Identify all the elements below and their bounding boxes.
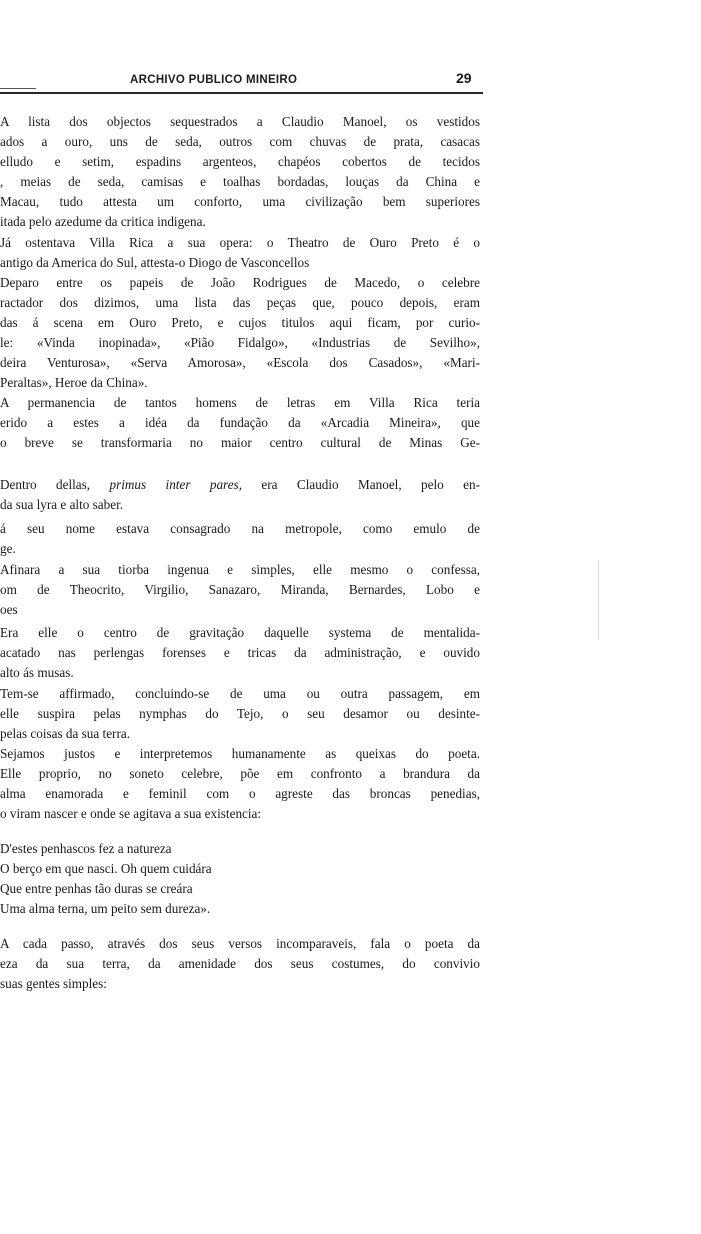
text-line: Deparo entre os papeis de João Rodrigues de Macedo, o celebre bbox=[0, 275, 480, 290]
text-line: oes bbox=[0, 602, 18, 617]
text-line: eza da sua terra, da amenidade dos seus costumes, do convivio bbox=[0, 956, 480, 971]
text-line: ge. bbox=[0, 541, 16, 556]
text-line: pelas coisas da sua terra. bbox=[0, 726, 130, 741]
text-line: erido a estes a idéa da fundação da «Arcadia Mineira», que bbox=[0, 415, 480, 430]
emphasis-latin: primus inter pares bbox=[109, 477, 239, 492]
text-line: acatado nas perlengas forenses e tricas da administração, e ouvido bbox=[0, 645, 480, 660]
text-line: suas gentes simples: bbox=[0, 976, 107, 991]
text-line: das á scena em Ouro Preto, e cujos titulos aqui ficam, por curio- bbox=[0, 315, 480, 330]
text-line: Sejamos justos e interpretemos humanamente as queixas do poeta. bbox=[0, 746, 480, 761]
text-line: ados a ouro, uns de seda, outros com chuvas de prata, casacas bbox=[0, 134, 480, 149]
text-line: om de Theocrito, Virgilio, Sanazaro, Miranda, Bernardes, Lobo e bbox=[0, 582, 480, 597]
verse-line: Uma alma terna, um peito sem dureza». bbox=[0, 901, 211, 916]
text-line: á seu nome estava consagrado na metropole, como emulo de bbox=[0, 521, 480, 536]
text-line: itada pelo azedume da critica indigena. bbox=[0, 214, 206, 229]
text-line: da sua lyra e alto saber. bbox=[0, 497, 124, 512]
text-line: Tem-se affirmado, concluindo-se de uma ou outra passagem, em bbox=[0, 686, 480, 701]
text-line: Macau, tudo attesta um conforto, uma civilização bem superiores bbox=[0, 194, 480, 209]
text-line: antigo da America do Sul, attesta-o Diogo de Vasconcellos bbox=[0, 255, 310, 270]
text-line: A permanencia de tantos homens de letras em Villa Rica teria bbox=[0, 395, 480, 410]
text-line: Já ostentava Villa Rica a sua opera: o Theatro de Ouro Preto é o bbox=[0, 235, 480, 250]
verse-line: O berço em que nasci. Oh quem cuidára bbox=[0, 861, 212, 876]
text-line: le: «Vinda inopinada», «Pião Fidalgo», «Industrias de Sevilho», bbox=[0, 335, 480, 350]
text-line: Peraltas», Heroe da China». bbox=[0, 375, 148, 390]
text-line: Era elle o centro de gravitação daquelle systema de mentalida- bbox=[0, 625, 480, 640]
text-line: , meias de seda, camisas e toalhas bordadas, louças da China e bbox=[0, 174, 480, 189]
text-line: ractador dos dizimos, uma lista das peças que, pouco depois, eram bbox=[0, 295, 480, 310]
text-line: o viram nascer e onde se agitava a sua existencia: bbox=[0, 806, 262, 821]
verse-line: D'estes penhascos fez a natureza bbox=[0, 841, 172, 856]
text-line: elle suspira pelas nymphas do Tejo, o seu desamor ou desinte- bbox=[0, 706, 480, 721]
scan-artifact bbox=[598, 560, 599, 640]
text-line: Dentro dellas, primus inter pares, era Claudio Manoel, pelo en- bbox=[0, 477, 480, 492]
verse-line: Que entre penhas tão duras se creára bbox=[0, 881, 193, 896]
text-line: A lista dos objectos sequestrados a Claudio Manoel, os vestidos bbox=[0, 114, 480, 129]
text-line: Elle proprio, no soneto celebre, põe em confronto a brandura da bbox=[0, 766, 480, 781]
text-line: A cada passo, através dos seus versos incomparaveis, fala o poeta da bbox=[0, 936, 480, 951]
text-line: o breve se transformaria no maior centro cultural de Minas Ge- bbox=[0, 435, 480, 450]
running-head: ARCHIVO PUBLICO MINEIRO bbox=[130, 74, 298, 86]
text-line: alto ás musas. bbox=[0, 665, 74, 680]
header-rule bbox=[0, 92, 483, 94]
text-line: deira Venturosa», «Serva Amorosa», «Escola dos Casados», «Mari- bbox=[0, 355, 480, 370]
page-number: 29 bbox=[456, 70, 472, 86]
header-rule-fragment bbox=[0, 88, 36, 89]
text-line: elludo e setim, espadins argenteos, chapéos cobertos de tecidos bbox=[0, 154, 480, 169]
text-line: alma enamorada e feminil com o agreste das broncas penedias, bbox=[0, 786, 480, 801]
text-line: Afinara a sua tiorba ingenua e simples, elle mesmo o confessa, bbox=[0, 562, 480, 577]
